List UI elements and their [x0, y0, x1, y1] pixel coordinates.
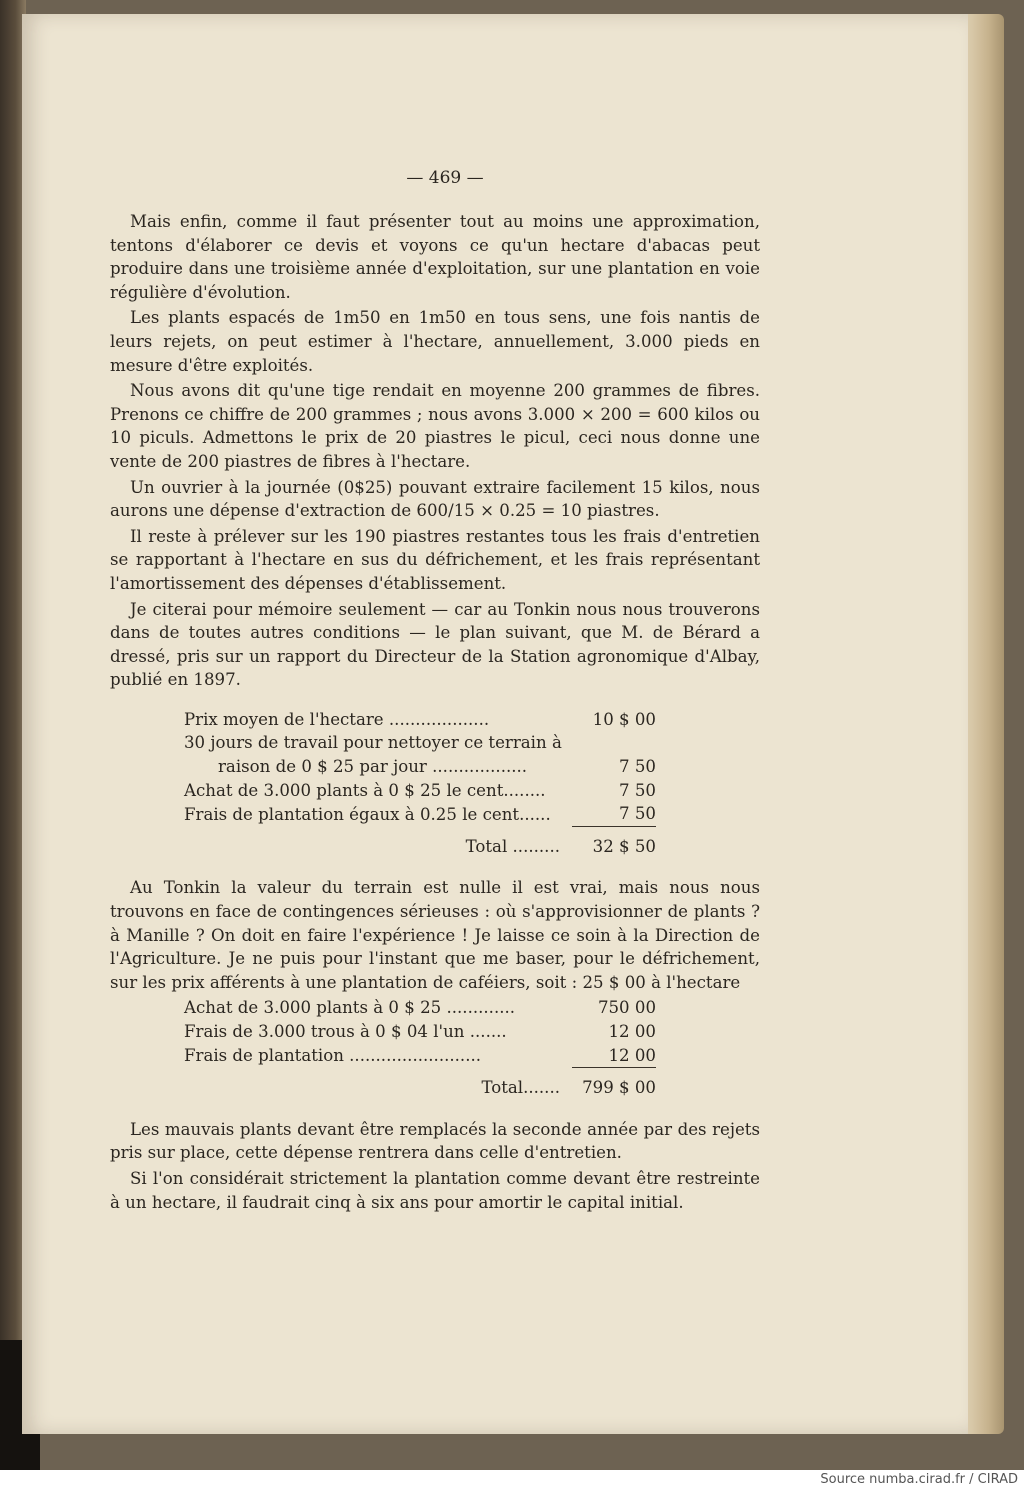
table-total-row [184, 1068, 656, 1100]
row-amount [572, 731, 656, 755]
table-row [184, 1020, 656, 1044]
paragraph: Si l'on considérait strictement la plantation comme devant être restreinte à un hectare, il faudrait cinq à six ans pour amortir le capital initial. [110, 1168, 760, 1212]
total-label: Total....... [481, 1078, 560, 1098]
row-amount: 12 00 [572, 1044, 656, 1068]
page-text [110, 210, 760, 1216]
paragraph: Au Tonkin la valeur du terrain est nulle il est vrai, mais nous nous trouvons en face de contingences sérieuses : où s'approvisionner de plants ? à Manille ? On doit en faire l'expérience ! Je laisse ce soin à la Direction de l'Agriculture. Je ne puis pour l'instant que me baser, pour le défrichement, sur les prix afférents à une plantation de caféiers, soit : 25 $ 00 à l'hectare [110, 878, 760, 992]
row-amount: 10 $ 00 [592, 709, 656, 729]
cost-table-tonkin [184, 996, 656, 1099]
paragraph: Mais enfin, comme il faut présenter tout au moins une approximation, tentons d'élaborer ce devis et voyons ce qu'un hectare d'abacas peut produire dans une troisième année d'exploitation, sur une plantation en voie régulière d'évolution. [110, 212, 760, 302]
total-label: Total ......... [465, 836, 560, 856]
row-label: Achat de 3.000 plants à 0 $ 25 le cent........ [184, 780, 546, 800]
table-row [184, 996, 656, 1020]
source-credit: Source numba.cirad.fr / CIRAD [820, 1472, 1018, 1487]
total-amount: 32 $ 50 [592, 836, 656, 856]
table-total-row [184, 826, 656, 858]
row-amount: 7 50 [572, 802, 656, 826]
row-label: Achat de 3.000 plants à 0 $ 25 ............. [184, 998, 516, 1018]
table-row [184, 802, 656, 826]
paragraph: Je citerai pour mémoire seulement — car au Tonkin nous nous trouverons dans de toutes autres conditions — le plan suivant, que M. de Bérard a dressé, pris sur un rapport du Directeur de la Station agronomique d'Albay, publié en 1897. [110, 599, 760, 690]
row-label: Frais de plantation égaux à 0.25 le cent...... [184, 804, 551, 824]
row-amount: 7 50 [619, 780, 656, 800]
row-label: Prix moyen de l'hectare ................... [184, 709, 490, 729]
page-number: — 469 — [406, 168, 484, 188]
row-label: Frais de 3.000 trous à 0 $ 04 l'un ....... [184, 1022, 507, 1041]
table-row [184, 779, 656, 803]
row-amount: 750 00 [597, 998, 656, 1018]
row-label: 30 jours de travail pour nettoyer ce terrain à [184, 733, 562, 753]
row-label: Frais de plantation ......................... [184, 1046, 482, 1066]
table-row [184, 708, 656, 732]
table-row [184, 731, 656, 755]
paragraph: Un ouvrier à la journée (0$25) pouvant extraire facilement 15 kilos, nous aurons une dépense d'extraction de 600/15 × 0.25 = 10 piastres. [110, 477, 760, 521]
table-row [184, 1044, 656, 1068]
row-amount: 7 50 [619, 757, 656, 777]
paragraph: Les plants espacés de 1m50 en 1m50 en tous sens, une fois nantis de leurs rejets, on peut estimer à l'hectare, annuellement, 3.000 pieds en mesure d'être exploités. [110, 308, 760, 375]
row-label: raison de 0 $ 25 par jour .................. [218, 757, 528, 777]
paragraph: Il reste à prélever sur les 190 piastres restantes tous les frais d'entretien se rapportant à l'hectare en sus du défrichement, et les frais représentant l'amortissement des dépenses d'établissement. [110, 526, 760, 593]
row-amount: 12 00 [608, 1022, 656, 1041]
paragraph: Nous avons dit qu'une tige rendait en moyenne 200 grammes de fibres. Prenons ce chiffre de 200 grammes ; nous avons 3.000 × 200 = 600 kilos ou 10 piculs. Admettons le prix de 20 piastres le picul, ceci nous donne une vente de 200 piastres de fibres à l'hectare. [110, 381, 760, 471]
total-amount: 799 $ 00 [582, 1078, 656, 1098]
book-page [22, 14, 968, 1434]
table-row [184, 755, 656, 779]
paragraph: Les mauvais plants devant être remplacés la seconde année par des rejets pris sur place, cette dépense rentrera dans celle d'entretien. [110, 1119, 760, 1163]
cost-table-albay [184, 708, 656, 859]
